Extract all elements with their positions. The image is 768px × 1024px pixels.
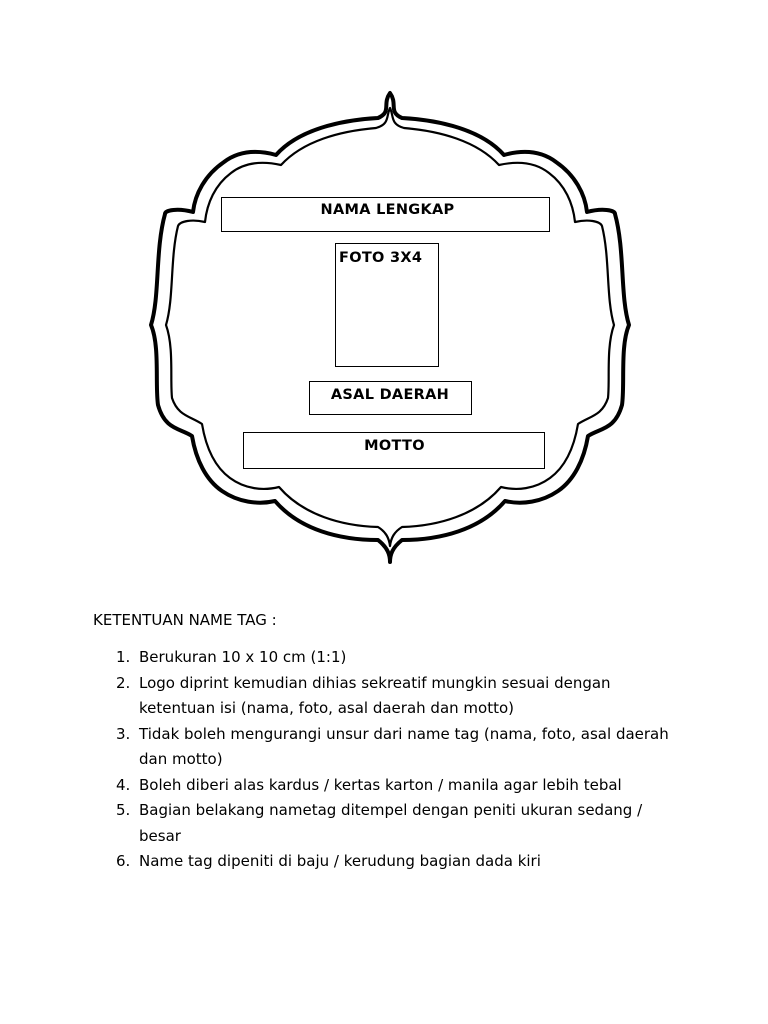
full-name-label: NAMA LENGKAP: [320, 202, 455, 218]
photo-label: FOTO 3X4: [339, 250, 423, 266]
rule-number: 2.: [116, 673, 131, 692]
rule-number: 6.: [116, 852, 131, 870]
origin-region-label: ASAL DAERAH: [330, 387, 450, 403]
photo-placeholder: [335, 243, 439, 367]
full-name-field: [221, 197, 550, 232]
rule-item: [116, 722, 676, 773]
rule-number: 5.: [116, 801, 131, 819]
motto-label: MOTTO: [364, 438, 425, 454]
rule-text: Tidak boleh mengurangi unsur dari name tag (nama, foto, asal daerah dan motto): [139, 724, 669, 768]
rule-text: Bagian belakang nametag ditempel dengan peniti ukuran sedang / besar: [139, 801, 643, 845]
rule-text: Boleh diberi alas kardus / kertas karton / manila agar lebih tebal: [139, 775, 622, 794]
rule-item: [116, 645, 676, 671]
rule-number: 4.: [116, 775, 131, 794]
rule-item: [116, 798, 676, 849]
rule-number: 3.: [116, 724, 131, 743]
rule-number: 1.: [116, 648, 131, 666]
rules-title: KETENTUAN NAME TAG :: [93, 611, 277, 629]
rule-item: [116, 773, 676, 799]
rule-text: Logo diprint kemudian dihias sekreatif mungkin sesuai dengan ketentuan isi (nama, foto, asal daerah dan motto): [139, 673, 611, 717]
rule-text: Berukuran 10 x 10 cm (1:1): [139, 648, 347, 666]
rule-item: [116, 671, 676, 722]
motto-field: [243, 432, 545, 469]
rules-list: [116, 645, 676, 875]
origin-region-field: [309, 381, 472, 415]
rule-text: Name tag dipeniti di baju / kerudung bagian dada kiri: [139, 852, 541, 870]
rule-item: [116, 849, 676, 875]
